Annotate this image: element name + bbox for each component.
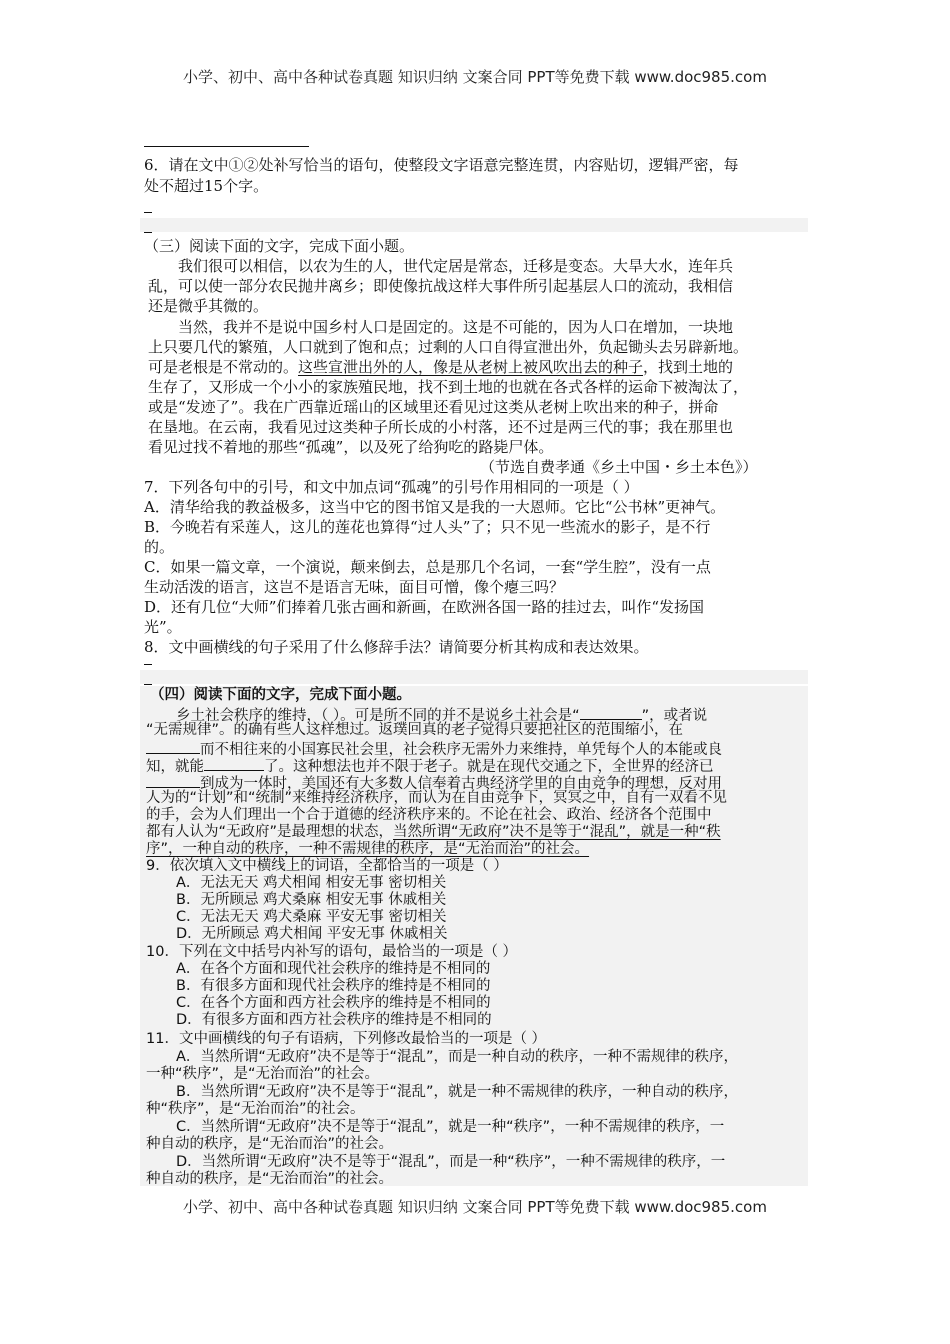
fill-blank-3 [204, 756, 264, 771]
q10-option-a: A．在各个方面和现代社会秩序的维持是不相同的 [176, 961, 491, 977]
q7-option-a: A．清华给我的教益极多，这当中它的图书馆又是我的一大恩师。它比“公书林”更神气。 [144, 498, 726, 516]
q9-option-d: D．无所顾忌 鸡犬相闻 平安无事 休戚相关 [176, 926, 448, 942]
section3-p1-line1: 我们很可以相信，以农为生的人，世代定居是常态，迁移是变态。大旱大水，连年兵 [178, 257, 734, 275]
section4-line6: 人为的“计划”和“统制”来维持经济秩序，而认为在自由竞争下，冥冥之中，自有一双看不见 [146, 790, 728, 806]
answer-line [144, 146, 309, 147]
q11-option-d-line1: D．当然所谓“无政府”决不是等于“混乱”，而是一种“秩序”，一种不需规律的秩序，一 [176, 1154, 726, 1170]
q10-option-d: D．有很多方面和西方社会秩序的维持是不相同的 [176, 1012, 492, 1028]
q7-option-d-line1: D．还有几位“大师”们捧着几张古画和新画，在欧洲各国一路的挂过去，叫作“发扬国 [144, 598, 705, 616]
q7-option-b-line2: 的。 [144, 538, 175, 556]
q9-option-c: C．无法无天 鸡犬桑麻 平安无事 密切相关 [176, 909, 447, 925]
answer-area [140, 670, 808, 684]
section3-p2-line4: 生存了，又形成一个小小的家族殖民地，找不到土地的也就在各式各样的运命下被淘汰了， [148, 378, 749, 396]
q11-stem: 11．文中画横线的句子有语病，下列修改最恰当的一项是（ ） [146, 1031, 547, 1047]
page-footer: 小学、初中、高中各种试卷真题 知识归纳 文案合同 PPT等免费下载 www.doc985.com [183, 1198, 767, 1216]
section3-p2-line1: 当然，我并不是说中国乡村人口是固定的。这是不可能的，因为人口在增加，一块地 [178, 318, 734, 336]
q6-stem-line1: 6．请在文中①②处补写恰当的语句，使整段文字语意完整连贯，内容贴切，逻辑严密，每 [144, 156, 739, 174]
section3-p2-line5: 或是“发迹了”。我在广西靠近瑶山的区域里还看见过这类从老树上吹出来的种子，拼命 [148, 398, 719, 416]
q9-option-b: B．无所顾忌 鸡犬桑麻 相安无事 休戚相关 [176, 892, 447, 908]
q11-option-a-line1: A．当然所谓“无政府”决不是等于“混乱”，而是一种自动的秩序，一种不需规律的秩序， [176, 1049, 738, 1065]
q7-stem: 7．下列各句中的引号，和文中加点词“孤魂”的引号作用相同的一项是（ ） [144, 478, 639, 496]
q10-option-b: B．有很多方面和现代社会秩序的维持是不相同的 [176, 978, 491, 994]
section3-p2-line2: 上只要几代的繁殖，人口就到了饱和点；过剩的人口自得宣泄出外，负起锄头去另辟新地。 [148, 338, 749, 356]
section4-line7: 的手，会为人们理出一个合于道德的经济秩序来的。不论在社会、政治、经济各个范围中 [146, 807, 712, 823]
text: 了。这种想法也并不限于老子。就是在现代交通之下，全世界的经济已 [264, 759, 714, 775]
q9-stem: 9．依次填入文中横线上的词语，全都恰当的一项是（ ） [146, 858, 508, 874]
q7-option-c-line1: C．如果一篇文章，一个演说，颠来倒去，总是那几个名词，一套“学生腔”，没有一点 [144, 558, 711, 576]
text: 乡土社会秩序的维持，（ ）。可是所不同的并不是说乡土社会是“ [176, 708, 580, 724]
text: ”，或者说 [641, 708, 708, 724]
answer-dash [144, 684, 152, 685]
q10-stem: 10．下列在文中括号内补写的语句，最恰当的一项是（ ） [146, 944, 518, 960]
q8-stem: 8．文中画横线的句子采用了什么修辞手法？请简要分析其构成和表达效果。 [144, 638, 649, 656]
section4-line8 [146, 824, 721, 841]
q11-option-a-line2: 一种“秩序”，是“无治而治”的社会。 [146, 1066, 380, 1082]
q11-option-c-line2: 种自动的秩序，是“无治而治”的社会。 [146, 1136, 394, 1152]
page-header: 小学、初中、高中各种试卷真题 知识归纳 文案合同 PPT等免费下载 www.doc985.com [183, 68, 767, 86]
answer-dash [144, 664, 152, 665]
section3-heading: （三）阅读下面的文字，完成下面小题。 [144, 237, 415, 255]
answer-area [140, 218, 808, 232]
section3-p1-line3: 还是微乎其微的。 [148, 297, 269, 315]
q7-option-b-line1: B．今晚若有采莲人，这儿的莲花也算得“过人头”了；只不见一些流水的影子，是不行 [144, 518, 711, 536]
q9-option-a: A．无法无天 鸡犬相闻 相安无事 密切相关 [176, 875, 447, 891]
section3-p1-line2: 乱，可以使一部分农民抛井离乡；即使像抗战这样大事件所引起基层人口的流动，我相信 [148, 277, 734, 295]
text: 知，就能 [146, 759, 204, 775]
section3-source: （节选自费孝通《乡土中国・乡土本色》） [480, 458, 758, 476]
fill-blank-1 [580, 705, 642, 720]
underlined-sentence: 当然所谓“无政府”决不是等于“混乱”，就是一种“秩 [393, 824, 721, 840]
q10-option-c: C．在各个方面和西方社会秩序的维持是不相同的 [176, 995, 491, 1011]
text: 可是老根是不常动的。 [148, 358, 299, 376]
section3-p2-line6: 在垦地。在云南，我看见过这类种子所长成的小村落，还不过是两三代的事；我在那里也 [148, 418, 734, 436]
q7-option-c-line2: 生动活泼的语言，这岂不是语言无味，面目可憎，像个瘪三吗？ [144, 578, 565, 596]
answer-dash [144, 232, 152, 233]
q7-option-d-line2: 光”。 [144, 618, 182, 636]
section3-p2-line7: 看见过找不着地的那些“孤魂”，以及死了给狗吃的路毙尸体。 [148, 438, 554, 456]
text: 到成为一体时，美国还有大多数人信奉着古典经济学里的自由竞争的理想，反对用 [200, 776, 722, 792]
q6-stem-line2: 处不超过15个字。 [144, 177, 269, 195]
text: ，找到土地的 [643, 358, 734, 376]
q11-option-c-line1: C．当然所谓“无政府”决不是等于“混乱”，就是一种“秩序”，一种不需规律的秩序，一 [176, 1119, 725, 1135]
text: 而不相往来的小国寡民社会里，社会秩序无需外力来维持，单凭每个人的本能或良 [200, 742, 722, 758]
q11-option-d-line2: 种自动的秩序，是“无治而治”的社会。 [146, 1171, 394, 1187]
q11-option-b-line1: B．当然所谓“无政府”决不是等于“混乱”，就是一种不需规律的秩序，一种自动的秩序， [176, 1084, 738, 1100]
section3-p2-line3 [148, 358, 733, 377]
section4-line2: “无需规律”。的确有些人这样想过。返璞回真的老子觉得只要把社区的范围缩小，在 [146, 722, 684, 738]
answer-dash [144, 212, 152, 213]
fill-blank-2 [146, 739, 200, 754]
underlined-sentence: 这些宣泄出外的人，像是从老树上被风吹出去的种子 [298, 358, 644, 376]
text: 都有人认为“无政府”是最理想的状态， [146, 824, 394, 840]
fill-blank-4 [146, 773, 200, 788]
q11-option-b-line2: 种“秩序”，是“无治而治”的社会。 [146, 1101, 365, 1117]
section4-heading: （四）阅读下面的文字，完成下面小题。 [150, 687, 411, 703]
section4-line9: 序”，一种自动的秩序，一种不需规律的秩序，是“无治而治”的社会。 [146, 841, 590, 857]
